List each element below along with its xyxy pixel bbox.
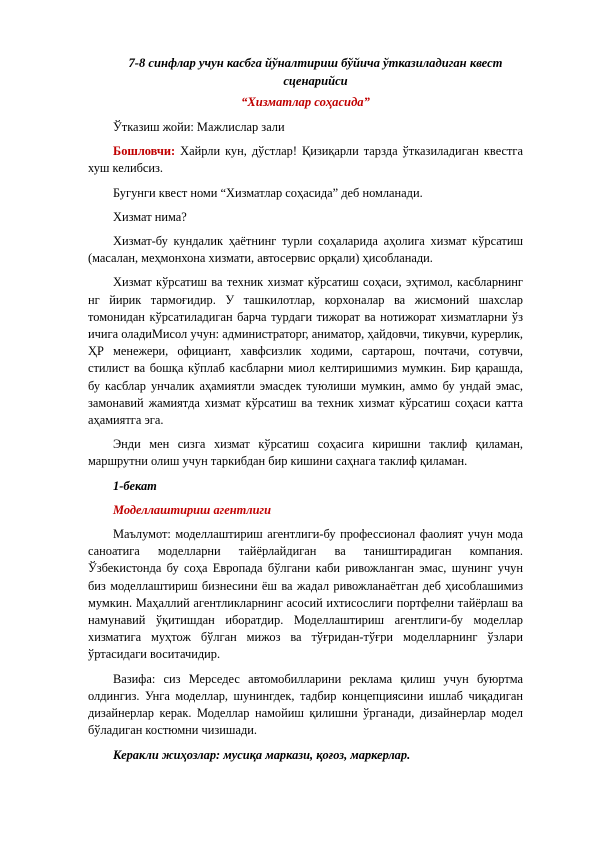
host-text: Хайрли кун, дўстлар! Қизиқарли тарзда ўтказиладиган квестга хуш келибсиз. xyxy=(88,144,523,176)
equipment-line: Керакли жиҳозлар: мусиқа маркази, қоғоз, маркерлар. xyxy=(113,747,411,762)
invitation-paragraph: Энди мен сизга хизмат кўрсатиш соҳасига киришни таклиф қиламан, маршрутни олиш учун таркибдан бир кишини саҳнага таклиф қиламан. xyxy=(88,437,523,469)
task-paragraph: Вазифа: сиз Мерседес автомобилларини реклама қилиш учун буюртма олдингиз. Унга моделлар, шунингдек, тадбир концепциясини ишлаб чиқадиган дизайнерлар керак. Моделлар намойиш қилишни ўрганади, дизайнерлар модел бўладиган костюмни чизишади. xyxy=(88,671,523,738)
document-content xyxy=(88,54,523,771)
service-sector-paragraph: Хизмат кўрсатиш ва техник хизмат кўрсатиш соҳаси, эҳтимол, касбларнинг нг йирик тармоғидир. У ташкилотлар, корхоналар ва жисмоний шахслар томонидан кўрсатиладиган барча турдаги тижорат ва нотижорат хизматларни ўз ичига оладиМисол учун: администраторг, аниматор, ҳайдовчи, тикувчи, курерлик, ҲР менежери, официант, хавфсизлик ходими, сартарош, почтачи, сотувчи, стилист ва бошқа кўплаб касбларни миол келтиришимиз мумкин. Бир қарашда, бу касблар унчалик аҳамиятли эмасдек туюлиши мумкин, аммо бу ундай эмас, замонавий жамиятда хизмат кўрсатиш ва техник хизмат кўрсатиш соҳаси катта аҳамиятга эга. xyxy=(88,275,523,428)
station-number: 1-бекат xyxy=(113,478,157,493)
document-subtitle: “Хизматлар соҳасида” xyxy=(241,95,370,109)
station-title: Моделлаштириш агентлиги xyxy=(113,502,271,517)
host-label: Бошловчи: xyxy=(113,144,176,159)
quest-name-line: Бугунги квест номи “Хизматлар соҳасида” деб номланади. xyxy=(113,185,423,200)
info-paragraph: Маълумот: моделлаштириш агентлиги-бу профессионал фаолият учун мода саноатига моделларни тайёрлайдиган ва таништирадиган компания. Ўзбекистонда бу соҳа Европада бўлгани каби ривожланган эмас, шунинг учун биз моделлаштириш бизнесини ёш ва жадал ривожланаётган деб ҳисоблашимиз мумкин. Маҳаллий агентликларнинг асосий ихтисослиги портфелни тайёрлаш ва намунавий ўқитишдан иборатдир. Моделлаштириш агентлиги-бу моделлар хизматига муҳтож бўлган мижоз ва тўғридан-тўғри моделларнинг ўзлари ўртасидаги воситачидир. xyxy=(88,527,523,662)
definition-paragraph: Хизмат-бу кундалик ҳаётнинг турли соҳаларида аҳолига хизмат кўрсатиш (масалан, меҳмонхона хизмати, автосервис орқали) ҳисобланади. xyxy=(88,234,523,266)
document-title: 7-8 синфлар учун касбга йўналтириш бўйича ўтказиладиган квест сценарийси xyxy=(128,56,503,88)
question-line: Хизмат нима? xyxy=(113,209,187,224)
host-paragraph xyxy=(88,143,523,177)
venue-line: Ўтказиш жойи: Мажлислар зали xyxy=(113,120,285,134)
